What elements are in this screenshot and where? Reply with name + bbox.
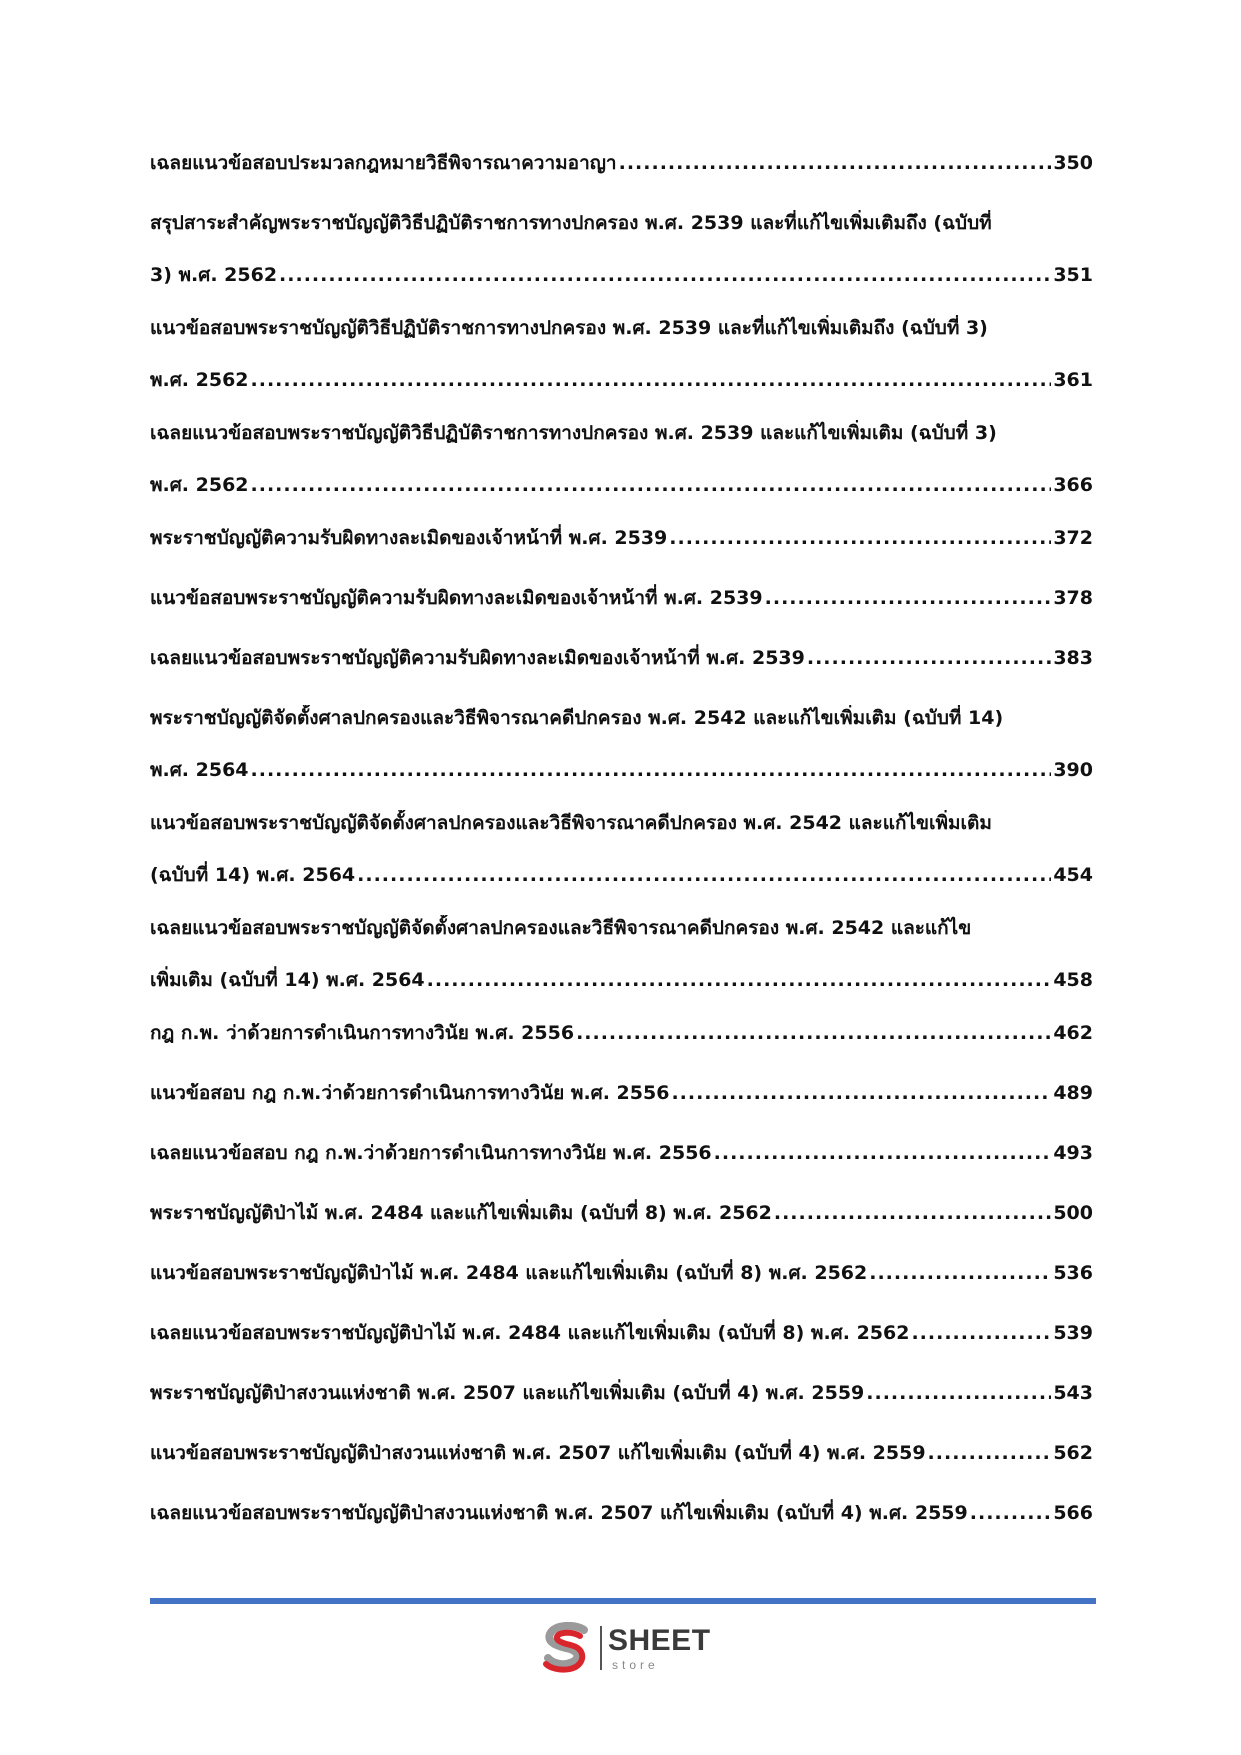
toc-entry-title: พระราชบัญญัติป่าสงวนแห่งชาติ พ.ศ. 2507 และแก้ไขเพิ่มเติม (ฉบับที่ 4) พ.ศ. 2559 — [150, 1382, 865, 1404]
toc-entry-leader-line — [150, 367, 1093, 393]
footer-divider — [150, 1598, 1096, 1604]
toc-entry-leader-line — [150, 1260, 1093, 1286]
toc-page-number: 372 — [1053, 527, 1093, 549]
toc-entry — [150, 210, 1093, 315]
toc-entry — [150, 315, 1093, 420]
toc-page-number: 350 — [1053, 152, 1093, 174]
toc-entry-title: แนวข้อสอบพระราชบัญญัติป่าไม้ พ.ศ. 2484 และแก้ไขเพิ่มเติม (ฉบับที่ 8) พ.ศ. 2562 — [150, 1262, 868, 1284]
toc-entry-title: พ.ศ. 2562 — [150, 369, 249, 391]
dot-leader — [970, 1500, 1052, 1526]
toc-entry-title: พ.ศ. 2564 — [150, 759, 249, 781]
dot-leader — [669, 525, 1051, 551]
dot-leader — [869, 1260, 1051, 1286]
toc-entry-title: แนวข้อสอบพระราชบัญญัติความรับผิดทางละเมิดของเจ้าหน้าที่ พ.ศ. 2539 — [150, 587, 763, 609]
toc-entry — [150, 1260, 1093, 1320]
toc-page-number: 361 — [1053, 369, 1093, 391]
toc-entry-title: พ.ศ. 2562 — [150, 474, 249, 496]
logo-subtext: store — [612, 1658, 659, 1672]
toc-entry-title-line: พระราชบัญญัติจัดตั้งศาลปกครองและวิธีพิจารณาคดีปกครอง พ.ศ. 2542 และแก้ไขเพิ่มเติม (ฉบับที่ 14) — [150, 707, 1004, 729]
toc-entry-title: แนวข้อสอบ กฎ ก.พ.ว่าด้วยการดำเนินการทางวินัย พ.ศ. 2556 — [150, 1082, 670, 1104]
toc-entry-title: เฉลยแนวข้อสอบพระราชบัญญัติป่าสงวนแห่งชาติ พ.ศ. 2507 แก้ไขเพิ่มเติม (ฉบับที่ 4) พ.ศ. 2559 — [150, 1502, 968, 1524]
dot-leader — [251, 472, 1052, 498]
toc-page-number: 539 — [1053, 1322, 1093, 1344]
dot-leader — [928, 1440, 1052, 1466]
toc-entry — [150, 915, 1093, 1020]
toc-entry-title-line: แนวข้อสอบพระราชบัญญัติจัดตั้งศาลปกครองและวิธีพิจารณาคดีปกครอง พ.ศ. 2542 และแก้ไขเพิ่มเติม — [150, 812, 992, 834]
toc-entry — [150, 1080, 1093, 1140]
toc-page-number: 454 — [1053, 864, 1093, 886]
toc-entry — [150, 1380, 1093, 1440]
toc-entry-leader-line — [150, 1020, 1093, 1046]
toc-entry — [150, 420, 1093, 525]
toc-entry-title: กฎ ก.พ. ว่าด้วยการดำเนินการทางวินัย พ.ศ. 2556 — [150, 1022, 575, 1044]
toc-entry-title: เฉลยแนวข้อสอบ กฎ ก.พ.ว่าด้วยการดำเนินการทางวินัย พ.ศ. 2556 — [150, 1142, 712, 1164]
toc-entry-title: 3) พ.ศ. 2562 — [150, 264, 278, 286]
toc-entry-leader-line — [150, 1500, 1093, 1526]
toc-entry-title: เฉลยแนวข้อสอบพระราชบัญญัติความรับผิดทางละเมิดของเจ้าหน้าที่ พ.ศ. 2539 — [150, 647, 805, 669]
toc-entry-title-line: แนวข้อสอบพระราชบัญญัติวิธีปฏิบัติราชการทางปกครอง พ.ศ. 2539 และที่แก้ไขเพิ่มเติมถึง (ฉบับที่ 3) — [150, 317, 988, 339]
toc-entry-leader-line — [150, 1200, 1093, 1226]
toc-entry-title: (ฉบับที่ 14) พ.ศ. 2564 — [150, 864, 356, 886]
toc-page-number: 458 — [1053, 969, 1093, 991]
toc-page-number: 378 — [1053, 587, 1093, 609]
toc-page-number: 493 — [1053, 1142, 1093, 1164]
dot-leader — [714, 1140, 1052, 1166]
sheet-store-logo — [540, 1620, 720, 1678]
toc-entry — [150, 1440, 1093, 1500]
dot-leader — [619, 150, 1052, 176]
dot-leader — [279, 262, 1051, 288]
toc-entry-title-line: เฉลยแนวข้อสอบพระราชบัญญัติวิธีปฏิบัติราชการทางปกครอง พ.ศ. 2539 และแก้ไขเพิ่มเติม (ฉบับที่ 3) — [150, 422, 997, 444]
toc-entry — [150, 645, 1093, 705]
dot-leader — [911, 1320, 1051, 1346]
toc-entry — [150, 585, 1093, 645]
toc-entry — [150, 150, 1093, 210]
toc-page-number: 536 — [1053, 1262, 1093, 1284]
dot-leader — [671, 1080, 1051, 1106]
toc-entry-title: เฉลยแนวข้อสอบประมวลกฎหมายวิธีพิจารณาความอาญา — [150, 152, 617, 174]
toc-entry-leader-line — [150, 1440, 1093, 1466]
toc-entry-leader-line — [150, 1140, 1093, 1166]
toc-entry-leader-line — [150, 757, 1093, 783]
toc-entry-leader-line — [150, 645, 1093, 671]
toc-page-number: 500 — [1053, 1202, 1093, 1224]
toc-entry-title: พระราชบัญญัติความรับผิดทางละเมิดของเจ้าหน้าที่ พ.ศ. 2539 — [150, 527, 668, 549]
dot-leader — [427, 967, 1052, 993]
toc-entry — [150, 1020, 1093, 1080]
toc-entry-leader-line — [150, 585, 1093, 611]
logo-divider — [600, 1626, 602, 1670]
dot-leader — [866, 1380, 1051, 1406]
logo-wordmark: SHEET — [608, 1624, 711, 1657]
toc-entry-title: เพิ่มเติม (ฉบับที่ 14) พ.ศ. 2564 — [150, 969, 425, 991]
toc-entry — [150, 705, 1093, 810]
toc-entry-leader-line — [150, 525, 1093, 551]
toc-entry-title-line: สรุปสาระสำคัญพระราชบัญญัติวิธีปฏิบัติราชการทางปกครอง พ.ศ. 2539 และที่แก้ไขเพิ่มเติมถึง (ฉบับที่ — [150, 212, 992, 234]
dot-leader — [357, 862, 1051, 888]
toc-entry-title: พระราชบัญญัติป่าไม้ พ.ศ. 2484 และแก้ไขเพิ่มเติม (ฉบับที่ 8) พ.ศ. 2562 — [150, 1202, 772, 1224]
toc-entry — [150, 1500, 1093, 1560]
s-logo-icon — [540, 1622, 594, 1674]
toc-entry — [150, 1200, 1093, 1260]
toc-entry — [150, 810, 1093, 915]
toc-entry — [150, 1320, 1093, 1380]
toc-page-number: 351 — [1053, 264, 1093, 286]
toc-page-number: 366 — [1053, 474, 1093, 496]
dot-leader — [807, 645, 1051, 671]
toc-entry — [150, 1140, 1093, 1200]
toc-page-number: 462 — [1053, 1022, 1093, 1044]
dot-leader — [765, 585, 1052, 611]
dot-leader — [251, 367, 1052, 393]
toc-entry — [150, 525, 1093, 585]
toc-entry-title: เฉลยแนวข้อสอบพระราชบัญญัติป่าไม้ พ.ศ. 2484 และแก้ไขเพิ่มเติม (ฉบับที่ 8) พ.ศ. 2562 — [150, 1322, 910, 1344]
toc-page-number: 383 — [1053, 647, 1093, 669]
dot-leader — [576, 1020, 1051, 1046]
toc-page-number: 489 — [1053, 1082, 1093, 1104]
dot-leader — [774, 1200, 1051, 1226]
toc-page-number: 566 — [1053, 1502, 1093, 1524]
toc-entry-leader-line — [150, 472, 1093, 498]
toc-entry-leader-line — [150, 262, 1093, 288]
toc-entry-leader-line — [150, 1080, 1093, 1106]
toc-entry-title-line: เฉลยแนวข้อสอบพระราชบัญญัติจัดตั้งศาลปกครองและวิธีพิจารณาคดีปกครอง พ.ศ. 2542 และแก้ไข — [150, 917, 972, 939]
dot-leader — [251, 757, 1052, 783]
toc-entry-leader-line — [150, 862, 1093, 888]
toc-page-number: 562 — [1053, 1442, 1093, 1464]
toc-entry-leader-line — [150, 150, 1093, 176]
toc-entry-title: แนวข้อสอบพระราชบัญญัติป่าสงวนแห่งชาติ พ.ศ. 2507 แก้ไขเพิ่มเติม (ฉบับที่ 4) พ.ศ. 2559 — [150, 1442, 926, 1464]
toc-page-number: 543 — [1053, 1382, 1093, 1404]
toc-page-number: 390 — [1053, 759, 1093, 781]
toc-entry-leader-line — [150, 1320, 1093, 1346]
toc-entry-leader-line — [150, 1380, 1093, 1406]
table-of-contents — [150, 150, 1093, 1560]
toc-entry-leader-line — [150, 967, 1093, 993]
